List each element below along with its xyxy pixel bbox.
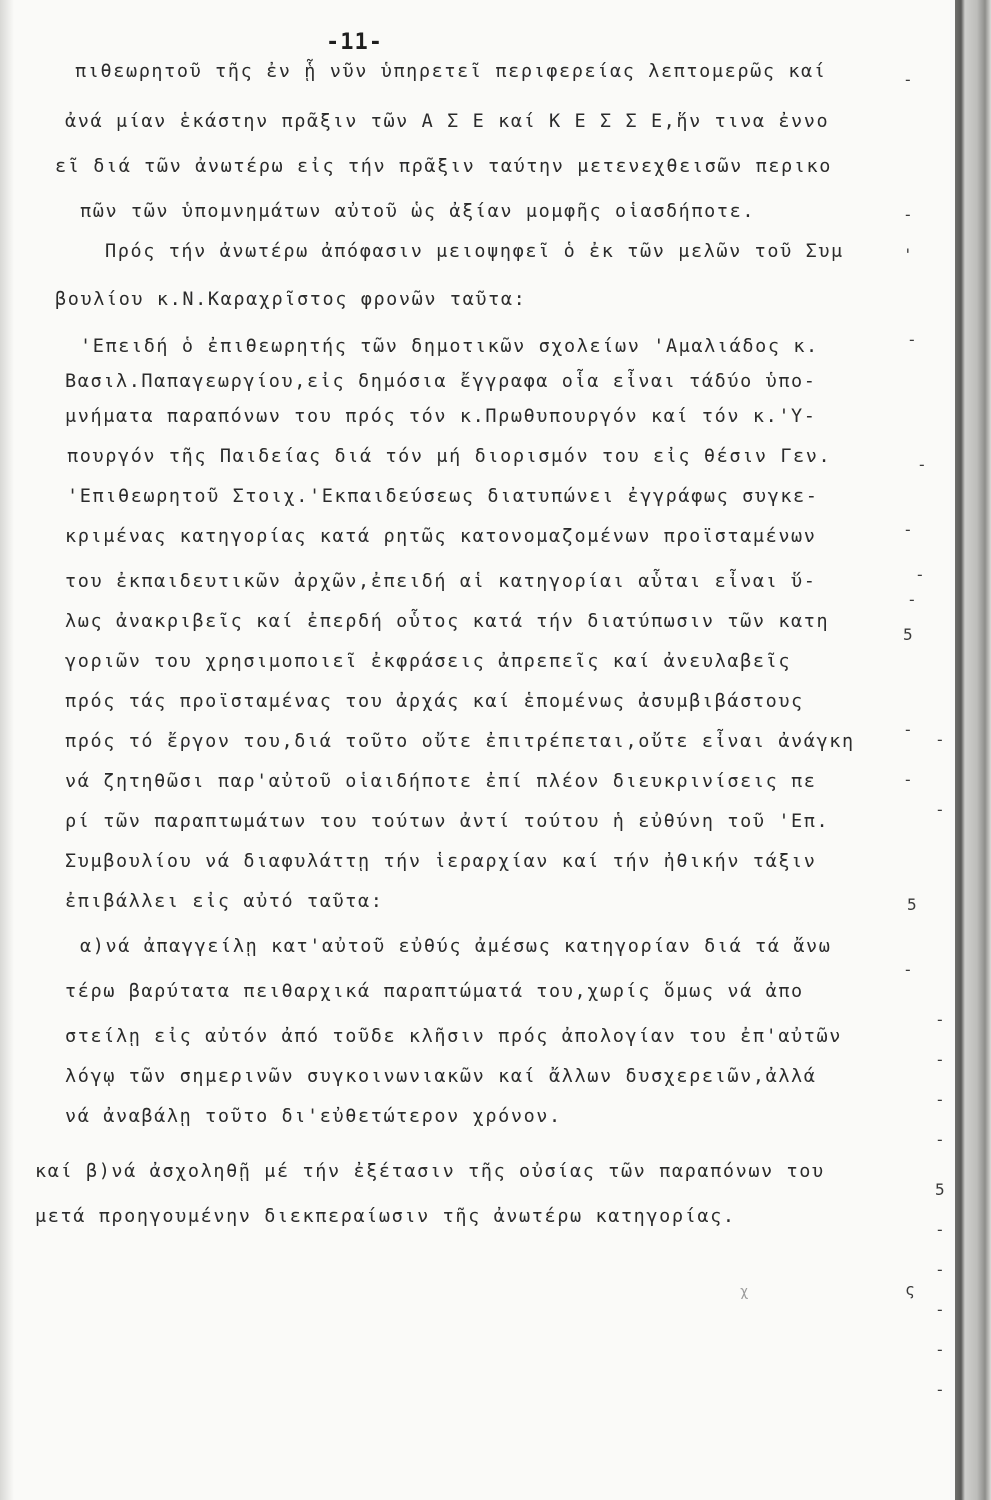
margin-mark: 5: [935, 1180, 945, 1199]
text-line: ἀνά μίαν ἑκάστην πρᾶξιν τῶν Α Σ Ε καί Κ Ε Σ Σ Ε,ἥν τινα ἐννο: [65, 111, 830, 132]
text-line: εῖ διά τῶν ἀνωτέρω εἰς τήν πρᾶξιν ταύτην μετενεχθεισῶν περικο: [55, 156, 833, 177]
text-line: 'Επιθεωρητοῦ Στοιχ.'Εκπαιδεύσεως διατυπώνει ἐγγράφως συγκε-: [67, 486, 819, 507]
text-line: βουλίου κ.Ν.Καραχρῖστος φρονῶν ταῦτα:: [55, 289, 527, 310]
text-line: πιθεωρητοῦ τῆς ἐν ᾗ νῦν ὑπηρετεῖ περιφερείας λεπτομερῶς καί: [75, 61, 827, 82]
text-line: Βασιλ.Παπαγεωργίου,εἰς δημόσια ἔγγραφα οἷα εἶναι τάδύο ὑπο-: [65, 371, 817, 392]
margin-mark: -: [935, 800, 945, 819]
margin-mark: -: [903, 70, 913, 89]
margin-mark: -: [903, 205, 913, 224]
stray-pencil-mark: χ: [740, 1284, 749, 1300]
margin-mark: -: [917, 455, 927, 474]
binding-edge: [955, 0, 991, 1500]
text-line: 'Επειδή ὁ ἐπιθεωρητής τῶν δημοτικῶν σχολείων 'Αμαλιάδος κ.: [80, 336, 819, 357]
text-line: μετά προηγουμένην διεκπεραίωσιν τῆς ἀνωτέρω κατηγορίας.: [35, 1206, 736, 1227]
text-line: πρός τάς προϊσταμένας του ἀρχάς καί ἑπομένως ἀσυμβιβάστους: [65, 691, 804, 712]
margin-mark: ': [903, 245, 913, 264]
margin-mark: -: [935, 1130, 945, 1149]
text-line: Συμβουλίου νά διαφυλάττῃ τήν ἱεραρχίαν καί τήν ἠθικήν τάξιν: [65, 851, 817, 872]
text-line: γοριῶν του χρησιμοποιεῖ ἐκφράσεις ἀπρεπεῖς καί ἀνευλαβεῖς: [65, 651, 792, 672]
margin-mark: 5: [903, 625, 913, 644]
text-line: α)νά ἀπαγγείλῃ κατ'αὐτοῦ εὐθύς ἀμέσως κατηγορίαν διά τά ἄνω: [80, 936, 832, 957]
margin-mark: -: [935, 1300, 945, 1319]
text-line: λως ἀνακριβεῖς καί ἐπερδή οὗτος κατά τήν διατύπωσιν τῶν κατη: [65, 611, 830, 632]
margin-mark: -: [935, 1050, 945, 1069]
margin-mark: -: [903, 720, 913, 739]
margin-mark: -: [935, 1260, 945, 1279]
text-line: μνήματα παραπόνων του πρός τόν κ.Πρωθυπουργόν καί τόν κ.'Υ-: [65, 406, 817, 427]
text-line: καί β)νά ἀσχοληθῇ μέ τήν ἐξέτασιν τῆς οὐσίας τῶν παραπόνων του: [35, 1161, 825, 1182]
margin-mark: -: [935, 1340, 945, 1359]
margin-mark: ς: [905, 1280, 915, 1299]
margin-mark: -: [935, 1380, 945, 1399]
page-number: -11-: [326, 30, 383, 55]
text-line: νά ἀναβάλῃ τοῦτο δι'εὐθετώτερον χρόνον.: [65, 1106, 562, 1127]
text-line: πῶν τῶν ὑπομνημάτων αὐτοῦ ὡς ἀξίαν μομφῆς οἱασδήποτε.: [80, 201, 756, 222]
text-line: κριμένας κατηγορίας κατά ρητῶς κατονομαζομένων προϊσταμένων: [65, 526, 817, 547]
text-line: νά ζητηθῶσι παρ'αὐτοῦ οἱαιδήποτε ἐπί πλέον διευκρινίσεις πε: [65, 771, 817, 792]
margin-mark: -: [935, 1220, 945, 1239]
text-line: τέρω βαρύτατα πειθαρχικά παραπτώματά του,χωρίς ὅμως νά ἀπο: [65, 981, 804, 1002]
text-line: στείλῃ εἰς αὐτόν ἀπό τοῦδε κλῆσιν πρός ἀπολογίαν του ἐπ'αὐτῶν: [65, 1026, 843, 1047]
text-line: πουργόν τῆς Παιδείας διά τόν μή διορισμόν του εἰς θέσιν Γεν.: [67, 446, 832, 467]
margin-mark: -: [915, 565, 925, 584]
text-line: ἐπιβάλλει εἰς αὐτό ταῦτα:: [65, 891, 384, 912]
text-line: πρός τό ἔργον του,διά τοῦτο οὔτε ἐπιτρέπεται,οὔτε εἶναι ἀνάγκη: [65, 731, 855, 752]
margin-marks: [895, 0, 955, 1500]
margin-mark: -: [907, 590, 917, 609]
scan-shadow: [0, 0, 14, 1500]
margin-mark: -: [935, 1010, 945, 1029]
margin-mark: -: [935, 1090, 945, 1109]
margin-mark: -: [903, 770, 913, 789]
margin-mark: -: [935, 730, 945, 749]
text-line: του ἐκπαιδευτικῶν ἀρχῶν,ἐπειδή αἱ κατηγορίαι αὗται εἶναι ὕ-: [65, 571, 817, 592]
margin-mark: -: [907, 330, 917, 349]
margin-mark: -: [903, 960, 913, 979]
margin-mark: 5: [907, 895, 917, 914]
text-line: Πρός τήν ἀνωτέρω ἀπόφασιν μειοψηφεῖ ὁ ἐκ τῶν μελῶν τοῦ Συμ: [105, 241, 844, 262]
text-line: ρί τῶν παραπτωμάτων του τούτων ἀντί τούτου ἡ εὐθύνη τοῦ 'Επ.: [65, 811, 830, 832]
margin-mark: -: [903, 520, 913, 539]
text-line: λόγῳ τῶν σημερινῶν συγκοινωνιακῶν καί ἄλλων δυσχερειῶν,ἀλλά: [65, 1066, 817, 1087]
